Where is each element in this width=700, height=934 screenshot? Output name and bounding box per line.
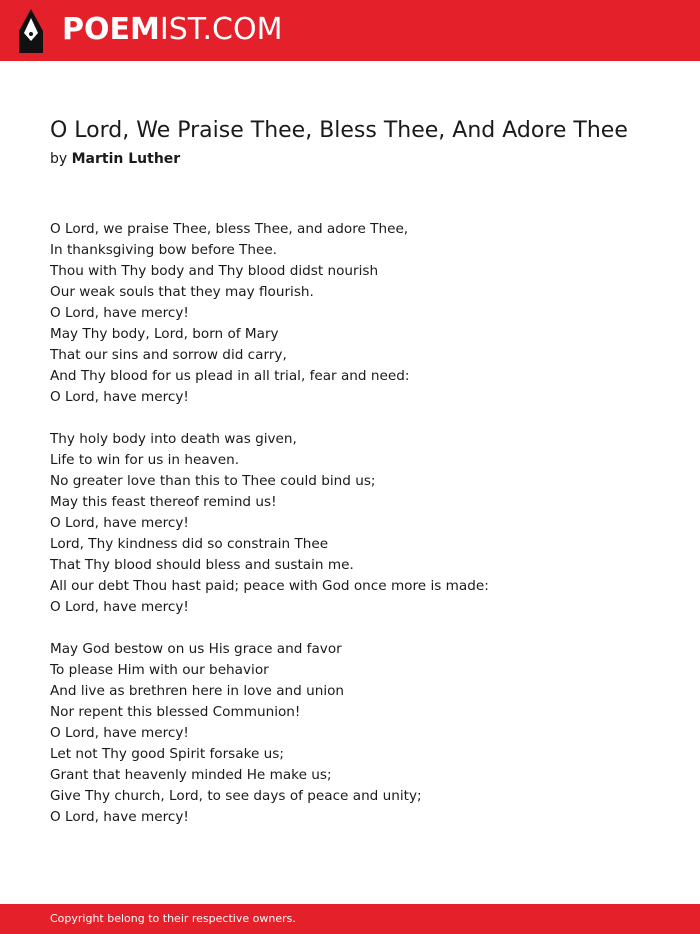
pen-nib-icon[interactable] [17,9,45,53]
poem-line: May Thy body, Lord, born of Mary [50,326,279,342]
poem-line: Lord, Thy kindness did so constrain Thee [50,536,329,552]
poem-line: Nor repent this blessed Communion! [50,704,301,720]
stanza-2 [50,429,670,618]
logo-brand-bold: POEM [62,12,160,47]
stanza-1 [50,219,670,408]
poem-line: In thanksgiving bow before Thee. [50,242,278,258]
copyright-notice: Copyright belong to their respective owners. [50,912,296,925]
poem-byline [50,149,180,169]
poem-line: Grant that heavenly minded He make us; [50,767,332,783]
poem-title: O Lord, We Praise Thee, Bless Thee, And Adore Thee [50,118,628,143]
poem-line: O Lord, have mercy! [50,389,189,405]
poem-line: Life to win for us in heaven. [50,452,240,468]
byline-prefix: by [50,151,68,167]
poem-line: That our sins and sorrow did carry, [50,347,287,363]
stanza-3 [50,639,670,828]
poem-line: Thy holy body into death was given, [50,431,297,447]
poem-body [50,219,670,849]
logo-brand-light: IST.COM [159,12,283,47]
site-header [0,0,700,61]
poem-line: To please Him with our behavior [50,662,269,678]
poem-line: O Lord, have mercy! [50,515,189,531]
poem-line: O Lord, have mercy! [50,599,189,615]
poem-line: Let not Thy good Spirit forsake us; [50,746,284,762]
poem-line: Our weak souls that they may flourish. [50,284,314,300]
site-logo[interactable] [62,12,282,48]
poem-line: O Lord, have mercy! [50,809,189,825]
poem-line: All our debt Thou hast paid; peace with God once more is made: [50,578,489,594]
poem-line: No greater love than this to Thee could bind us; [50,473,376,489]
poem-line: Thou with Thy body and Thy blood didst nourish [50,263,379,279]
poem-line: And live as brethren here in love and union [50,683,345,699]
poem-line: May God bestow on us His grace and favor [50,641,342,657]
site-footer [0,904,700,934]
poem-line: That Thy blood should bless and sustain me. [50,557,354,573]
poem-line: May this feast thereof remind us! [50,494,277,510]
poem-line: O Lord, we praise Thee, bless Thee, and adore Thee, [50,221,409,237]
poem-line: O Lord, have mercy! [50,305,189,321]
poem-author: Martin Luther [71,151,181,167]
poem-line: O Lord, have mercy! [50,725,189,741]
poem-line: Give Thy church, Lord, to see days of peace and unity; [50,788,422,804]
poem-line: And Thy blood for us plead in all trial, fear and need: [50,368,410,384]
